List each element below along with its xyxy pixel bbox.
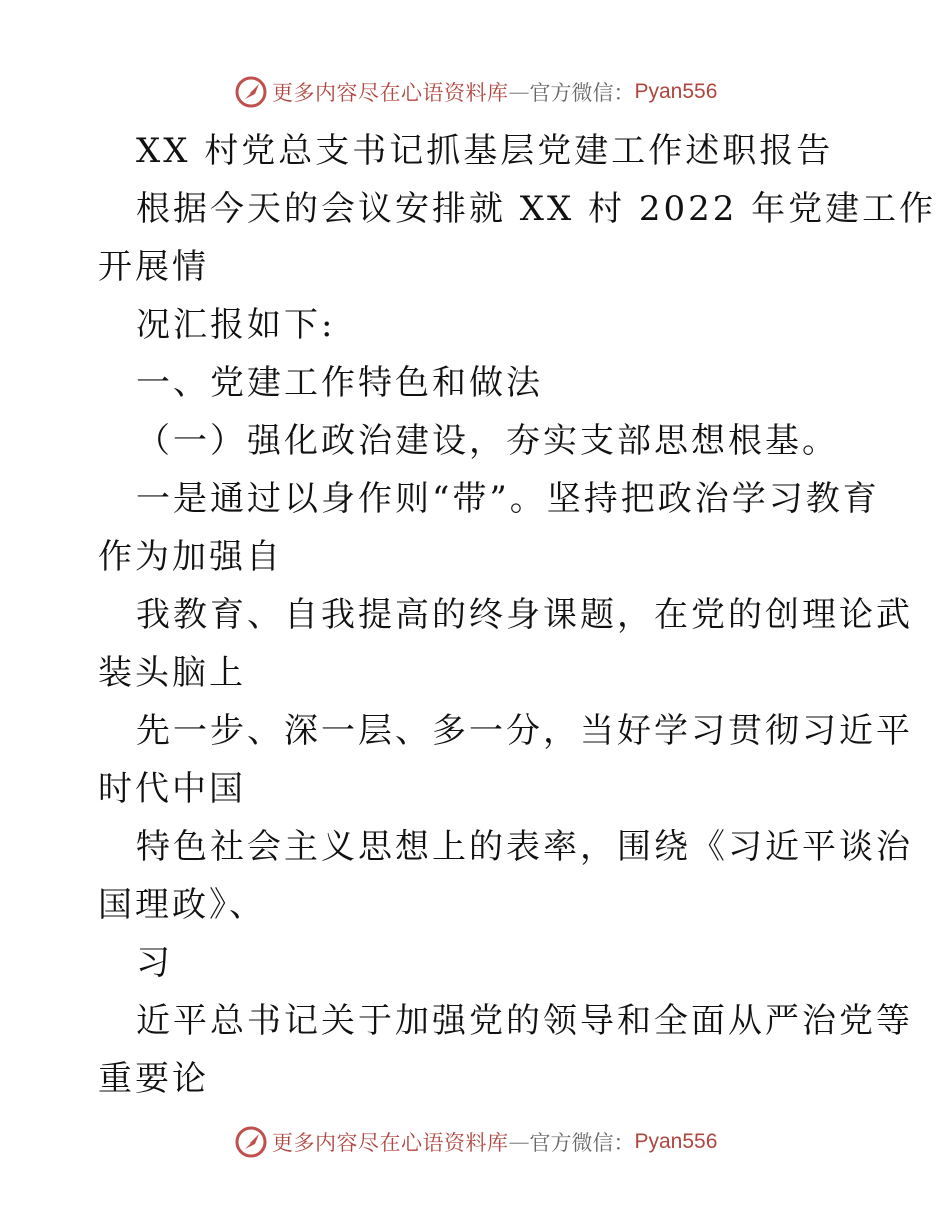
banner-slogan: 更多内容尽在心语资料库 [272, 81, 509, 105]
banner-wechat-id: Pyan556 [634, 80, 718, 103]
paragraph-line: 装头脑上 [98, 653, 246, 693]
document-title: XX 村党总支书记抓基层党建工作述职报告 [136, 131, 834, 171]
paragraph-line: 一是通过以身作则“带”。坚持把政治学习教育 [136, 479, 880, 519]
paragraph-line: 根据今天的会议安排就 XX 村 2022 年党建工作 [136, 189, 937, 229]
banner-wechat-label: 官方微信： [529, 81, 635, 105]
banner-dash: — [508, 1130, 530, 1154]
paragraph-line: 时代中国 [98, 769, 246, 809]
paragraph-line: 先一步、深一层、多一分，当好学习贯彻习近平 [136, 711, 913, 751]
paragraph-line: 近平总书记关于加强党的领导和全面从严治党等 [136, 1001, 913, 1041]
subsection-heading: （一）强化政治建设，夯实支部思想根基。 [136, 421, 839, 461]
banner-slogan: 更多内容尽在心语资料库 [272, 1131, 509, 1155]
paragraph-line: 国理政》、 [98, 885, 266, 925]
footer-watermark-banner [234, 1122, 717, 1162]
section-heading: 一、党建工作特色和做法 [136, 363, 543, 403]
paragraph-line: 开展情 [98, 247, 209, 287]
paragraph-line: 作为加强自 [98, 537, 283, 577]
paragraph-line: 我教育、自我提高的终身课题，在党的创理论武 [136, 595, 913, 635]
quill-logo-icon [234, 1125, 268, 1159]
paragraph-line: 重要论 [98, 1059, 209, 1099]
banner-wechat-id: Pyan556 [634, 1130, 718, 1153]
header-watermark-banner [234, 72, 717, 112]
document-body [98, 122, 937, 1108]
banner-dash: — [508, 80, 530, 104]
quill-logo-icon [234, 75, 268, 109]
paragraph-line: 习 [136, 943, 173, 983]
banner-wechat-label: 官方微信： [529, 1131, 635, 1155]
paragraph-line: 特色社会主义思想上的表率，围绕《习近平谈治 [136, 827, 913, 867]
paragraph-line: 况汇报如下: [136, 305, 336, 345]
